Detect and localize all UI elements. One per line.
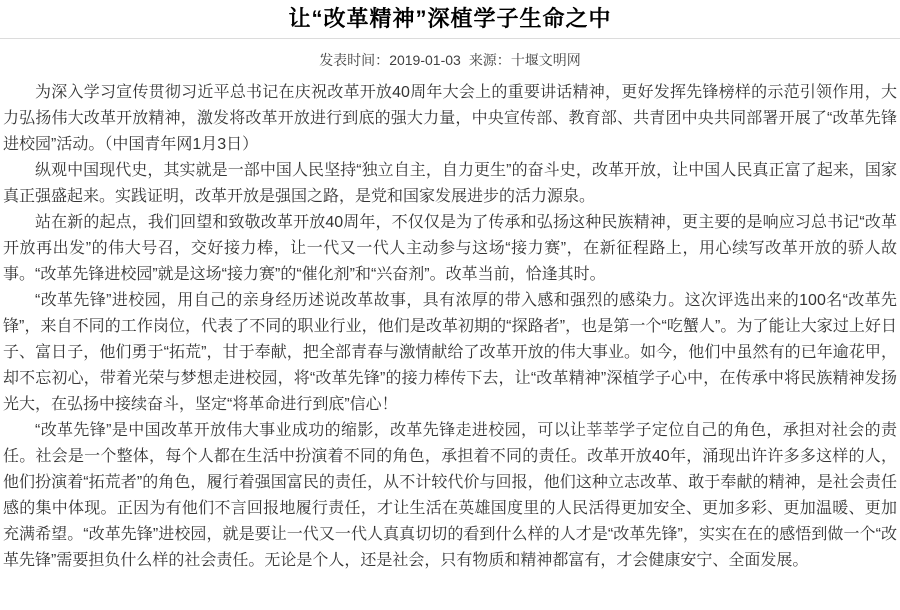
- article-title: 让“改革精神”深植学子生命之中: [288, 6, 612, 31]
- article-content: [0, 80, 900, 574]
- publish-date: 2019-01-03: [389, 52, 461, 68]
- paragraph-2: 纵观中国现代史，其实就是一部中国人民坚持“独立自主，自力更生”的奋斗史，改革开放，让中国人民真正富了起来，国家真正强盛起来。实践证明，改革开放是强国之路，是党和国家发展进步的活力源泉。: [3, 162, 897, 205]
- paragraph-5: “改革先锋”是中国改革开放伟大事业成功的缩影，改革先锋走进校园，可以让莘莘学子定位自己的角色，承担对社会的责任。社会是一个整体，每个人都在生活中扮演着不同的角色，承担着不同的责任。改革开放40年，涌现出许许多多这样的人，他们扮演着“拓荒者”的角色，履行着强国富民的责任，从不计较代价与回报，他们这种立志改革、敢于奉献的精神，是社会责任感的集中体现。正因为有他们不言回报地履行责任，才让生活在英雄国度里的人民活得更加安全、更加多彩、更加温暖、更加充满希望。“改革先锋”进校园，就是要让一代又一代人真真切切的看到什么样的人才是“改革先锋”，实实在在的感悟到做一个“改革先锋”需要担负什么样的社会责任。无论是个人，还是社会，只有物质和精神都富有，才会健康安宁、全面发展。: [3, 422, 897, 569]
- source-value: 十堰文明网: [510, 52, 581, 68]
- publish-time-label: 发表时间：: [319, 52, 390, 68]
- article-meta: [0, 39, 900, 80]
- paragraph-3: 站在新的起点，我们回望和致敬改革开放40周年，不仅仅是为了传承和弘扬这种民族精神，更主要的是响应习总书记“改革开放再出发”的伟大号召，交好接力棒，让一代又一代人主动参与这场“接力赛”，在新征程路上，用心续写改革开放的骄人故事。“改革先锋进校园”就是这场“接力赛”的“催化剂”和“兴奋剂”。改革当前，恰逢其时。: [3, 214, 897, 283]
- source-label: 来源：: [468, 52, 511, 68]
- paragraph-1: 为深入学习宣传贯彻习近平总书记在庆祝改革开放40周年大会上的重要讲话精神，更好发挥先锋榜样的示范引领作用，大力弘扬伟大改革开放精神，激发将改革开放进行到底的强大力量，中央宣传部、教育部、共青团中央共同部署开展了“改革先锋进校园”活动。（中国青年网1月3日）: [3, 84, 897, 153]
- paragraph-4: “改革先锋”进校园，用自己的亲身经历述说改革故事，具有浓厚的带入感和强烈的感染力。这次评选出来的100名“改革先锋”，来自不同的工作岗位，代表了不同的职业行业，他们是改革初期的“探路者”，也是第一个“吃蟹人”。为了能让大家过上好日子、富日子，他们勇于“拓荒”，甘于奉献，把全部青春与激情献给了改革开放的伟大事业。如今，他们中虽然有的已年逾花甲，却不忘初心，带着光荣与梦想走进校园，将“改革先锋”的接力棒传下去，让“改革精神”深植学子心中，在传承中将民族精神发扬光大，在弘扬中接续奋斗，坚定“将革命进行到底”信心！: [3, 292, 897, 413]
